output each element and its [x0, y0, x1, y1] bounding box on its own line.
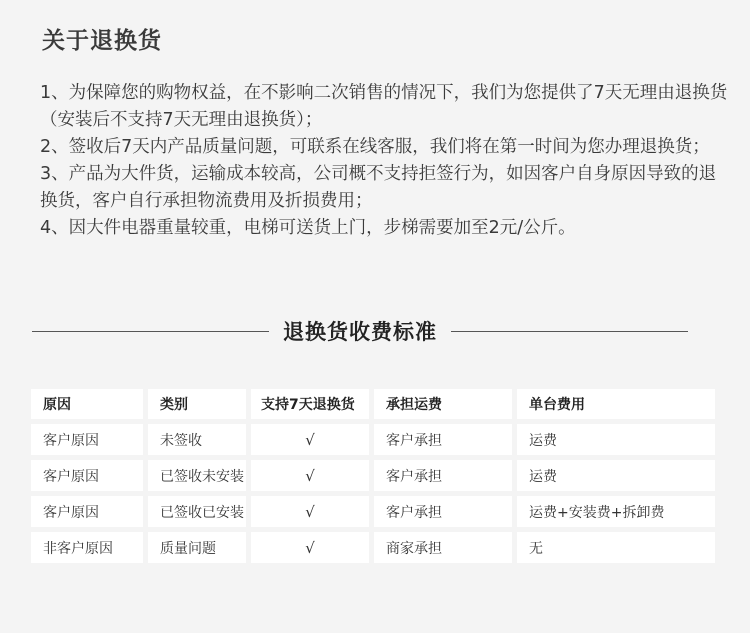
check-icon: √ [305, 502, 315, 521]
table-row [31, 496, 715, 527]
section-title: 退换货收费标准 [283, 320, 437, 344]
divider-right [451, 331, 688, 332]
cell-reason: 非客户原因 [31, 532, 143, 563]
table-row [31, 532, 715, 563]
cell-shipping-bearer: 客户承担 [374, 460, 512, 491]
header-support-7day: 支持7天退换货 [251, 389, 369, 419]
fee-table [26, 384, 720, 568]
header-reason: 原因 [31, 389, 143, 419]
policy-item: 2、签收后7天内产品质量问题，可联系在线客服，我们将在第一时间为您办理退换货； [40, 137, 710, 157]
cell-category: 已签收未安装 [148, 460, 246, 491]
page-title: 关于退换货 [42, 28, 162, 54]
policy-list [40, 80, 730, 242]
cell-reason: 客户原因 [31, 424, 143, 455]
cell-shipping-bearer: 客户承担 [374, 496, 512, 527]
check-icon: √ [305, 430, 315, 449]
check-icon: √ [305, 538, 315, 557]
header-category: 类别 [148, 389, 246, 419]
check-icon: √ [305, 466, 315, 485]
cell-unit-fee: 无 [517, 532, 715, 563]
header-shipping-bearer: 承担运费 [374, 389, 512, 419]
cell-shipping-bearer: 商家承担 [374, 532, 512, 563]
cell-unit-fee: 运费 [517, 424, 715, 455]
policy-item: 4、因大件电器重量较重，电梯可送货上门，步梯需要加至2元/公斤。 [40, 218, 576, 238]
cell-unit-fee: 运费+安装费+拆卸费 [517, 496, 715, 527]
table-header-row [31, 389, 715, 419]
header-unit-fee: 单台费用 [517, 389, 715, 419]
cell-category: 已签收已安装 [148, 496, 246, 527]
cell-unit-fee: 运费 [517, 460, 715, 491]
cell-category: 质量问题 [148, 532, 246, 563]
section-heading [32, 313, 688, 349]
divider-left [32, 331, 269, 332]
cell-category: 未签收 [148, 424, 246, 455]
policy-item: 1、为保障您的购物权益，在不影响二次销售的情况下，我们为您提供了7天无理由退换货（安装后不支持7天无理由退换货）； [40, 83, 728, 130]
cell-shipping-bearer: 客户承担 [374, 424, 512, 455]
cell-reason: 客户原因 [31, 460, 143, 491]
policy-item: 3、产品为大件货，运输成本较高，公司概不支持拒签行为，如因客户自身原因导致的退换货，客户自行承担物流费用及折损费用； [40, 164, 717, 211]
table-row [31, 460, 715, 491]
table-row [31, 424, 715, 455]
cell-reason: 客户原因 [31, 496, 143, 527]
